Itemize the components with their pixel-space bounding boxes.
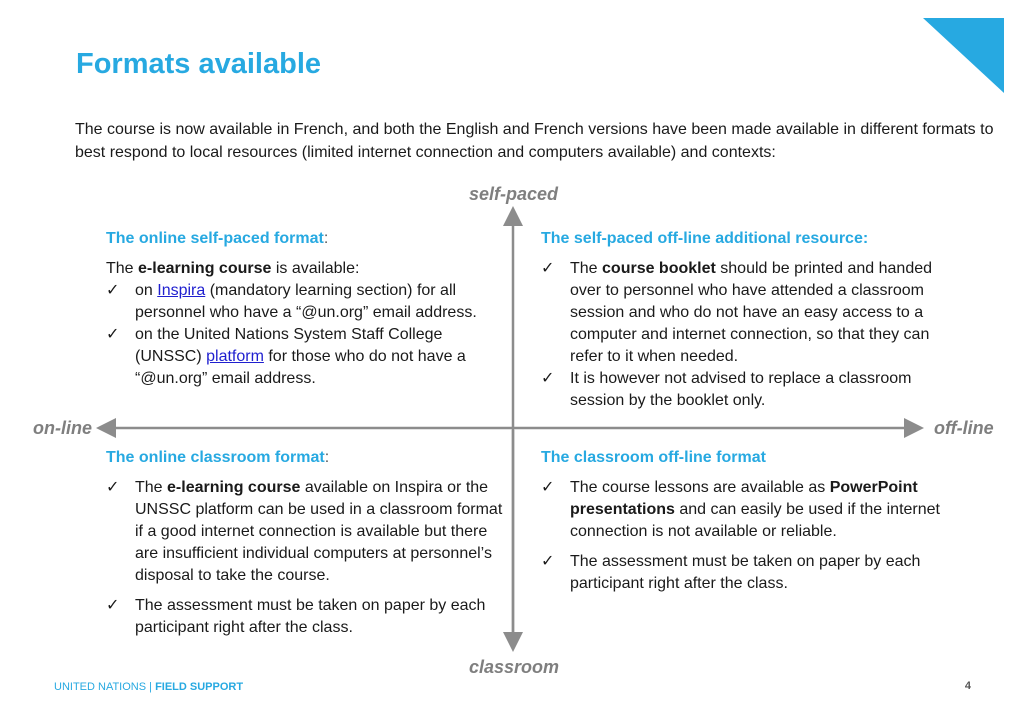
axis-label-on-line: on-line [33, 418, 92, 438]
checkmark-icon: ✓ [106, 479, 120, 496]
checkmark-icon: ✓ [541, 370, 555, 387]
list-item: ✓ The course lessons are available as PowerPoint presentations and can easily be used if the internet connection is not available or reliable. [541, 479, 940, 540]
list-item: ✓ It is however not advised to replace a classroom session by the booklet only. [541, 370, 912, 409]
list-item: ✓ on the United Nations System Staff College (UNSSC) platform for those who do not have a “@un.org” email address. [106, 326, 466, 387]
footer-branding: UNITED NATIONS | FIELD SUPPORT [54, 681, 244, 693]
checkmark-icon: ✓ [106, 326, 120, 343]
checkmark-icon: ✓ [541, 479, 555, 496]
checkmark-icon: ✓ [106, 282, 120, 299]
axis-label-self-paced: self-paced [469, 184, 559, 204]
axis-label-off-line: off-line [934, 418, 994, 438]
quadrant-self-paced-off-line [541, 228, 951, 412]
quadrant-heading: The self-paced off-line additional resource: [541, 230, 869, 247]
checkmark-icon: ✓ [541, 553, 555, 570]
list-item: ✓ The assessment must be taken on paper by each participant right after the class. [541, 553, 921, 592]
quadrant-online-self-paced [106, 228, 506, 390]
quadrant-heading: The online classroom format: [106, 449, 330, 466]
inspira-link[interactable]: Inspira [157, 282, 206, 299]
quadrant-online-classroom [106, 447, 506, 639]
axis-label-classroom: classroom [469, 657, 560, 677]
quadrant-heading: The online self-paced format: [106, 230, 329, 247]
checkmark-icon: ✓ [541, 260, 555, 277]
unssc-platform-link[interactable]: platform [206, 348, 264, 365]
list-item: ✓ The course booklet should be printed and handed over to personnel who have attended a classroom session and who do not have an easy access to a computer and internet connection, so that they can refer to it when needed. [541, 260, 933, 365]
intro-paragraph: The course is now available in French, and both the English and French versions have been made available in different formats to best respond to local resources (limited internet connection and computers available) and contexts: [75, 121, 994, 161]
quadrant-intro: The e-learning course is available: [106, 260, 360, 277]
page-title: Formats available [76, 48, 321, 80]
quadrant-heading: The classroom off-line format [541, 449, 766, 466]
page-number: 4 [964, 680, 971, 692]
checkmark-icon: ✓ [106, 597, 120, 614]
quadrant-classroom-off-line [541, 447, 951, 595]
list-item: ✓ on Inspira (mandatory learning section) for all personnel who have a “@un.org” email address. [106, 282, 477, 321]
list-item: ✓ The assessment must be taken on paper by each participant right after the class. [106, 597, 486, 636]
list-item: ✓ The e-learning course available on Inspira or the UNSSC platform can be used in a classroom format if a good internet connection is available but there are insufficient individual computers at personnel’s disposal to take the course. [106, 479, 503, 584]
